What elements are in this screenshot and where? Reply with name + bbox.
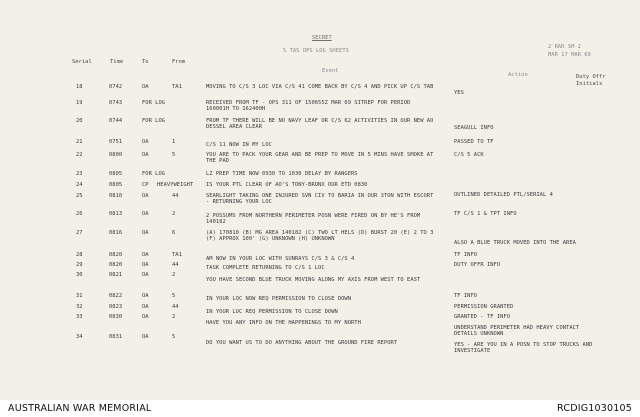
row-serial: 18 [76,84,83,90]
row-from: 44 [172,262,179,268]
row-event: IN YOUR LOC REQ PERMISSION TO CLOSE DOWN [206,309,338,315]
col-header-to: To [142,59,149,65]
row-serial: 29 [76,262,83,268]
row-from: TA1 [172,252,182,258]
row-action: C/S 5 ACK [454,152,484,158]
row-event: HAVE YOU ANY INFO ON THE HAPPENINGS TO MY NORTH [206,320,361,326]
row-to: OA [142,304,149,310]
row-action: TF C/S 1 & TPT INFO [454,211,517,217]
row-from: HEAVYWEIGHT [157,182,194,188]
row-serial: 31 [76,293,83,299]
row-event: LZ PREP TIME NOW 0930 TO 1030 DELAY BY RANGERS [206,171,358,177]
col-header-time: Time [110,59,124,65]
row-to: OA [142,230,149,236]
row-serial: 23 [76,171,83,177]
row-event: YOU ARE TO PACK YOUR GEAR AND BE PREP TO MOVE IN 5 MINS HAVE SMOKE AT THE PAD [206,152,434,165]
row-time: 0810 [109,193,123,199]
row-time: 0800 [109,152,123,158]
row-to: OA [142,314,149,320]
row-action: YES [454,90,464,96]
col-header-serial: Serial [72,59,92,65]
row-from: 6 [172,230,176,236]
row-serial: 27 [76,230,83,236]
row-action: YES - ARE YOU IN A POSN TO STOP TRUCKS AND INVESTIGATE [454,342,593,355]
row-event: DO YOU WANT US TO DO ANYTHING ABOUT THE GROUND FIRE REPORT [206,340,398,346]
row-serial: 24 [76,182,83,188]
row-time: 0831 [109,334,123,340]
row-time: 0816 [109,230,123,236]
row-event: AM NOW IN YOUR LOC WITH SUNRAYS C/S 3 & C/S 4 [206,256,355,262]
row-action: TF INFO [454,252,478,258]
row-from: 2 [172,314,176,320]
row-to: OA [142,334,149,340]
row-time: 0820 [109,252,123,258]
doc-ref-date: MAR 17 MAR 69 [548,52,591,58]
row-to: CP [142,182,149,188]
row-from: 5 [172,152,176,158]
row-to: FOR LOG [142,171,166,177]
doc-ref-top: 2 RAR SM 2 [548,44,581,50]
row-action: DUTY OFFR INFO [454,262,501,268]
row-to: FOR LOG [142,100,166,106]
row-time: 0813 [109,211,123,217]
row-to: OA [142,211,149,217]
row-to: OA [142,139,149,145]
row-event: (A) 170810 (B) MG AREA 140182 (C) TWO LT HELS (D) BURST 20 (E) 2 TO 3 (F) APPROX 100' (G) UNKNOWN (H) UNKNOWN [206,230,434,243]
row-serial: 28 [76,252,83,258]
archive-footer [0,400,640,417]
row-time: 0820 [109,262,123,268]
row-serial: 32 [76,304,83,310]
row-time: 0751 [109,139,123,145]
row-time: 0805 [109,171,123,177]
row-event: IS YOUR PTL CLEAR OF AO'S TONY-BRONX OUR ETD 0830 [206,182,368,188]
footer-record-id: RCDIG1030105 [557,403,632,414]
row-action: SEAGULL INFO [454,125,494,131]
row-action: PASSED TO TF [454,139,494,145]
row-event: RECEIVED FROM TF - OPS 311 OF 150655Z MAR 69 SITREP FOR PERIOD 160001H TO 162400H [206,100,411,113]
row-event: 2 POSSUMS FROM NORTHERN PERIMETER POSN WERE FIRED ON BY HE'S FROM 140182 [206,213,421,226]
row-serial: 20 [76,118,83,124]
doc-subtitle: 5 TAS OPS LOG SHEETS [283,48,349,54]
row-serial: 21 [76,139,83,145]
row-from: 2 [172,211,176,217]
row-from: 44 [172,193,179,199]
row-from: TA1 [172,84,182,90]
row-event: FROM TF THERE WILL BE NO NAVY LEAF OR C/S 62 ACTIVITIES IN OUR NEW AO DESSEL AREA CLEAR [206,118,434,131]
row-time: 0744 [109,118,123,124]
row-action: PERMISSION GRANTED [454,304,514,310]
col-header-duty-offr: Duty Offr [576,74,606,80]
row-serial: 33 [76,314,83,320]
row-serial: 30 [76,272,83,278]
row-action: TF INFO [454,293,478,299]
row-action: OUTLINED DETAILED PTL/SERIAL 4 [454,192,553,198]
row-time: 0821 [109,272,123,278]
row-time: 0743 [109,100,123,106]
row-to: OA [142,193,149,199]
col-header-initials: Initials [576,81,603,87]
row-from: 44 [172,304,179,310]
row-event: SEARLIGHT TAKING ONE INJURED SVN CIV TO BARIA IN OUR 3TON WITH ESCORT - RETURNING YOUR LOC [206,193,434,206]
row-time: 0805 [109,182,123,188]
row-to: OA [142,262,149,268]
row-time: 0822 [109,293,123,299]
doc-title: SECRET [312,35,332,41]
row-action: UNDERSTAND PERIMETER HAD HEAVY CONTACT DETAILS UNKNOWN [454,325,580,338]
row-to: OA [142,252,149,258]
row-action: GRANTED - TF INFO [454,314,511,320]
col-header-action: Action [508,72,528,78]
row-event: MOVING TO C/S 3 LOC VIA C/S 41 COME BACK BY C/S 4 AND PICK UP C/S TAB [206,84,434,90]
row-from: 1 [172,139,176,145]
row-from: 5 [172,334,176,340]
row-action: ALSO A BLUE TRUCK MOVED INTO THE AREA [454,240,576,246]
row-time: 0830 [109,314,123,320]
row-time: 0742 [109,84,123,90]
row-to: OA [142,84,149,90]
row-serial: 22 [76,152,83,158]
row-from: 5 [172,293,176,299]
footer-institution: AUSTRALIAN WAR MEMORIAL [8,403,152,414]
col-header-event: Event [322,68,339,74]
row-serial: 25 [76,193,83,199]
row-event: C/S 11 NOW IN MY LOC [206,142,272,148]
row-event: IN YOUR LOC NOW REQ PERMISSION TO CLOSE DOWN [206,296,351,302]
row-event: YOU HAVE SECOND BLUE TRUCK MOVING ALONG MY AXIS FROM WEST TO EAST [206,277,421,283]
row-serial: 26 [76,211,83,217]
row-event: TASK COMPLETE RETURNING TO C/S 1 LOC [206,265,325,271]
row-to: OA [142,272,149,278]
row-serial: 34 [76,334,83,340]
row-from: 2 [172,272,176,278]
row-to: OA [142,293,149,299]
row-to: FOR LOG [142,118,166,124]
row-to: OA [142,152,149,158]
col-header-from: From [172,59,186,65]
row-serial: 19 [76,100,83,106]
row-time: 0823 [109,304,123,310]
